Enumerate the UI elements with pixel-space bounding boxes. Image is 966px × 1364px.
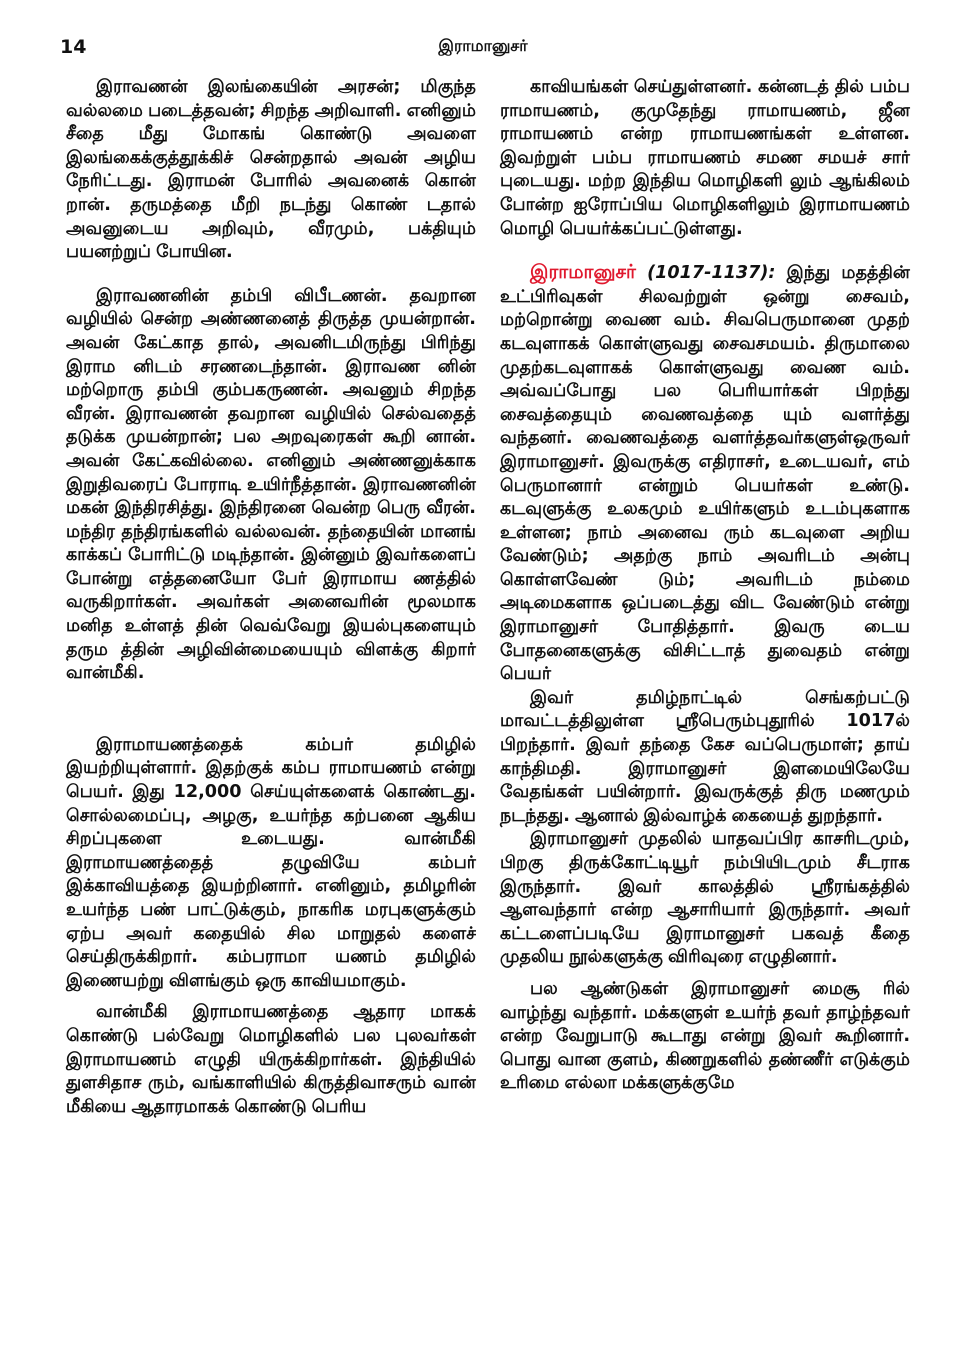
paragraph-kambar: இராமாயணத்தைக் கம்பர் தமிழில் இயற்றியுள்ளார். இதற்குக் கம்ப ராமாயணம் என்று பெயர். இது 12,000 செய்யுள்களைக் கொண்டது. சொல்லமைப்பு, அழகு, உயர்ந்த கற்பனை ஆகிய சிறப்புகளை உடையது. வான்மீகி இராமாயணத்தைத் தழுவியே கம்பர் இக்காவியத்தை இயற்றினார். எனினும், தமிழரின் உயர்ந்த பண் பாட்டுக்கும், நாகரிக மரபுகளுக்கும் ஏற்ப அவர் கதையில் சில மாறுதல் களைச் செய்திருக்கிறார். கம்பராமா யணம் தமிழில் இணையற்று விளங்கும் ஒரு காவியமாகும். bbox=[66, 734, 476, 991]
section-heading-years: (1017-1137): bbox=[647, 263, 776, 284]
page-header bbox=[60, 36, 906, 68]
paragraph-vibheeshana: இராவணனின் தம்பி விபீடணன். தவறான வழியில் சென்ற அண்ணனைத் திருத்த முயன்றான். அவன் கேட்காத தால், அவனிடமிருந்து பிரிந்து இராம னிடம் சரணடைந்தான். இராவண னின் மற்றொரு தம்பி கும்பகருணன். அவனும் சிறந்த வீரன். இராவணன் தவறான வழியில் செல்வதைத் தடுக்க முயன்றான்; பல அறவுரைகள் கூறி னான். அவன் கேட்கவில்லை. எனினும் அண்ணனுக்காக இறுதிவரைப் போராடி உயிர்நீத்தான். இராவணனின் மகன் இந்திரசித்து. இந்திரனை வென்ற பெரு வீரன். மந்திர தந்திரங்களில் வல்லவன். தந்தையின் மானங் காக்கப் போரிட்டு மடிந்தான். இன்னும் இவர்களைப் போன்று எத்தனையோ பேர் இராமாய ணத்தில் வருகிறார்கள். அவர்கள் அனைவரின் மூலமாக மனித உள்ளத் தின் வெவ்வேறு இயல்புகளையும் தரும த்தின் அழிவின்மையையும் விளக்கு கிறார் வான்மீகி. bbox=[66, 285, 476, 684]
paragraph-ramanujar-intro-text: இந்து மதத்தின் உட்பிரிவுகள் சிலவற்றுள் ஒன்று சைவம், மற்றொன்று வைண வம். சிவபெருமானை முதற் கடவுளாகக் கொள்ளுவது சைவசமயம். திருமாலை முதற்கடவுளாகக் கொள்ளுவது வைண வம். அவ்வப்போது பல பெரியார்கள் பிறந்து சைவத்தையும் வைணவத்தை யும் வளர்த்து வந்தனர். வைணவத்தை வளர்த்தவர்களுள்ஒருவர் இராமானுசர். இவருக்கு எதிராசர், உடையவர், எம் பெருமானார் என்றும் பெயர்கள் உண்டு. கடவுளுக்கு உலகமும் உயிர்களும் உடம்புகளாக உள்ளன; நாம் அனைவ ரும் கடவுளை அறிய வேண்டும்; அதற்கு நாம் அவரிடம் அன்பு கொள்ளவேண் டும்; அவரிடம் நம்மை அடிமைகளாக ஒப்படைத்து விட வேண்டும் என்று இராமானுசர் போதித்தார். இவரு டைய போதனைகளுக்கு விசிட்டாத் துவைதம் என்று பெயர் bbox=[500, 263, 910, 685]
paragraph-ravana: இராவணன் இலங்கையின் அரசன்; மிகுந்த வல்லமை படைத்தவன்; சிறந்த அறிவாளி. எனினும் சீதை மீது மோகங் கொண்டு அவளை இலங்கைக்குத்தூக்கிச் சென்றதால் அவன் அழிய நேரிட்டது. இராமன் போரில் அவனைக் கொன் றான். தருமத்தை மீறி நடந்து கொண் டதால் அவனுடைய அறிவும், வீரமும், பக்தியும் பயனற்றுப் போயின. bbox=[66, 77, 476, 263]
paragraph-ramanujar-intro bbox=[500, 261, 910, 687]
page-number: 14 bbox=[60, 36, 87, 58]
paragraph-kavyas: காவியங்கள் செய்துள்ளனர். கன்னடத் தில் பம்ப ராமாயணம், குமுதேந்து ராமாயணம், ஜீன ராமாயணம் என்ற ராமாயணங்கள் உள்ளன. இவற்றுள் பம்ப ராமாயணம் சமண சமயச் சார் புடையது. மற்ற இந்திய மொழிகளி லும் ஆங்கிலம் போன்ற ஐரோப்பிய மொழிகளிலும் இராமாயணம் மொழி பெயர்க்கப்பட்டுள்ளது. bbox=[500, 77, 910, 239]
running-title: இராமானுசர் bbox=[438, 36, 528, 55]
left-column bbox=[66, 76, 476, 1119]
paragraph-mysore: பல ஆண்டுகள் இராமானுசர் மைசூ ரில் வாழ்ந்து வந்தார். மக்களுள் உயர்ந் தவர் தாழ்ந்தவர் என்ற வேறுபாடு கூடாது என்று இவர் கூறினார். பொது வான குளம், கிணறுகளில் தண்ணீர் எடுக்கும் உரிமை எல்லா மக்களுக்குமே bbox=[500, 978, 910, 1094]
paragraph-birth: இவர் தமிழ்நாட்டில் செங்கற்பட்டு மாவட்டத்திலுள்ள ஸ்ரீபெரும்புதூரில் 1017ல் பிறந்தார். இவர் தந்தை கேச வப்பெருமாள்; தாய் காந்திமதி. இராமானுசர் இளமையிலேயே வேதங்கள் பயின்றார். இவருக்குத் திரு மணமும் நடந்தது. ஆனால் இல்வாழ்க் கையைத் துறந்தார். bbox=[500, 687, 910, 826]
right-column bbox=[500, 76, 910, 1096]
paragraph-other-languages: வான்மீகி இராமாயணத்தை ஆதார மாகக் கொண்டு பல்வேறு மொழிகளில் பல புலவர்கள் இராமாயணம் எழுதி யிருக்கிறார்கள். இந்தியில் துளசிதாச ரும், வங்காளியில் கிருத்திவாசரும் வான் மீகியை ஆதாரமாகக் கொண்டு பெரிய bbox=[66, 1002, 476, 1117]
paragraph-teachers: இராமானுசர் முதலில் யாதவப்பிர காசரிடமும், பிறகு திருக்கோட்டியூர் நம்பியிடமும் சீடராக இருந்தார். இவர் காலத்தில் ஸ்ரீரங்கத்தில் ஆளவந்தார் என்ற ஆசாரியார் இருந்தார். அவர் கட்டளைப்படியே இராமானுசர் பகவத் கீதை முதலிய நூல்களுக்கு விரிவுரை எழுதினார். bbox=[500, 829, 910, 968]
section-heading: இராமானுசர் bbox=[530, 261, 636, 284]
